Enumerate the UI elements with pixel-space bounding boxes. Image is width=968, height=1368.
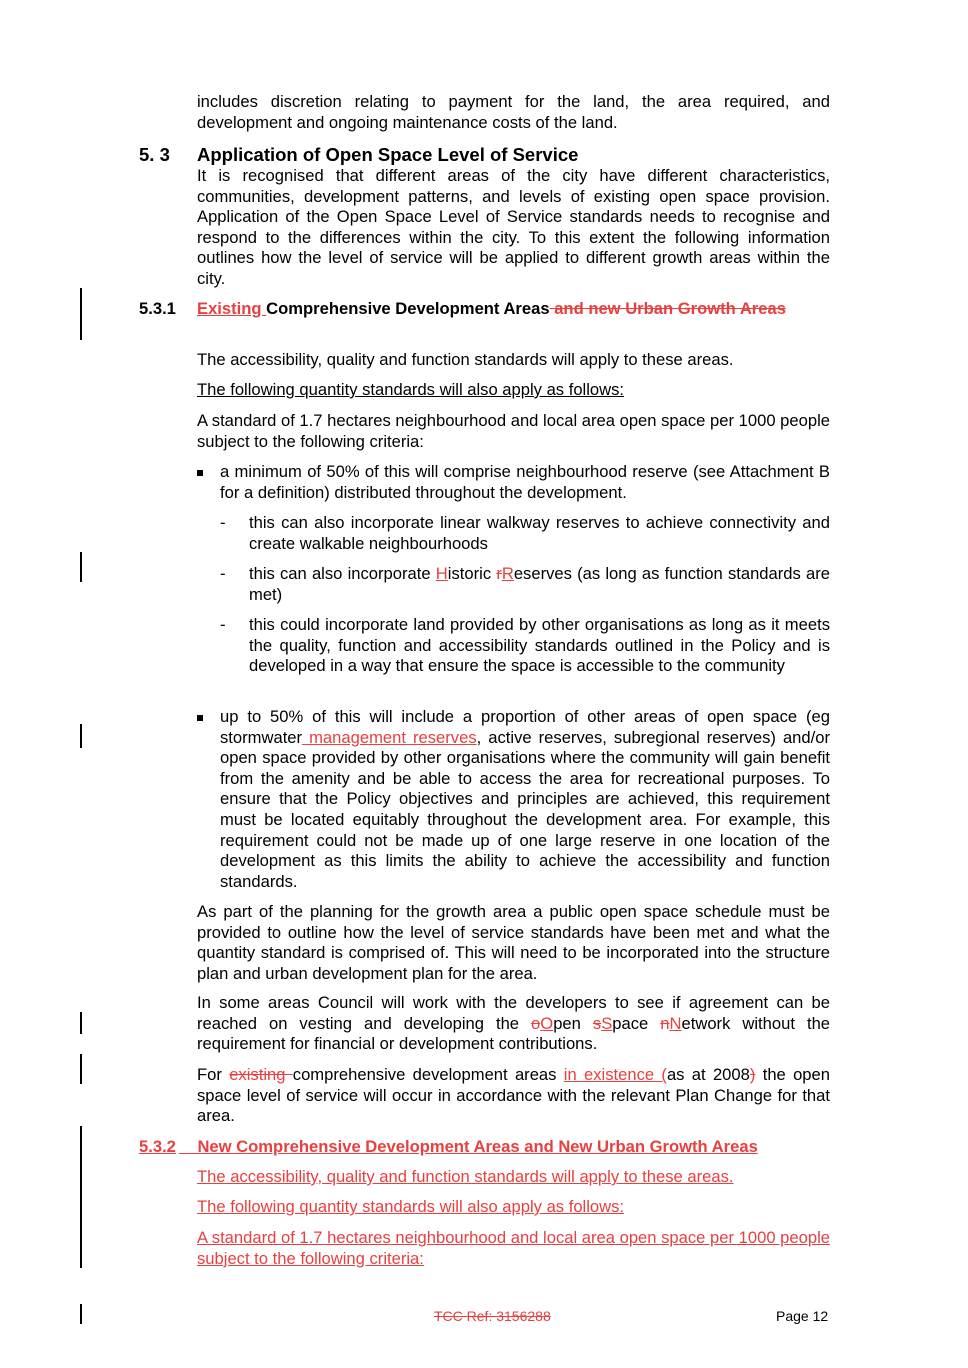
text: the open space level of service will occur in accordance with the relevant Plan Change for that area. xyxy=(197,1065,830,1126)
section-title: Application of Open Space Level of Service xyxy=(197,144,579,165)
paragraph: As part of the planning for the growth area a public open space schedule must be provided to outline how the level of service standards have been met and what the quantity standard is comprised of. This will need to be incorporated into the structure plan and urban development plan for the area. xyxy=(197,902,830,983)
footer-reference: TCC Ref: 3156288 xyxy=(434,1308,551,1324)
insert: S xyxy=(601,1013,613,1033)
deletion: existing xyxy=(229,1065,293,1084)
dash-marker: - xyxy=(220,513,226,532)
paragraph: The following quantity standards will also apply as follows: xyxy=(197,1197,625,1216)
subsection-title xyxy=(197,299,830,320)
text: eserves (as long as function standards are met) xyxy=(249,564,830,604)
text: For xyxy=(197,1065,230,1084)
title-text: New Comprehensive Development Areas and New Urban Growth Areas xyxy=(197,1137,758,1156)
paragraph: The accessibility, quality and function standards will apply to these areas. xyxy=(197,1167,734,1186)
text: In some areas Council will work with the developers to see if agreement can be reached on vesting and developing the xyxy=(197,993,830,1033)
change-bar xyxy=(80,288,82,340)
paragraph: A standard of 1.7 hectares neighbourhood and local area open space per 1000 people subject to the following criteria: xyxy=(197,1228,830,1268)
bullet-icon xyxy=(197,462,205,483)
change-bar xyxy=(80,1012,82,1034)
bullet-icon xyxy=(197,707,205,728)
dash-item: this can also incorporate linear walkway reserves to achieve connectivity and create walkable neighbourhoods xyxy=(249,513,830,553)
deletion: r xyxy=(496,564,502,583)
insert: in existence ( xyxy=(563,1065,667,1084)
insert: O xyxy=(540,1013,554,1033)
change-bar xyxy=(80,1304,82,1324)
title-insert: Existing xyxy=(197,299,267,318)
text: comprehensive development areas xyxy=(292,1065,564,1084)
text: as at 2008 xyxy=(666,1065,750,1084)
change-bar xyxy=(80,1054,82,1084)
change-bar xyxy=(80,724,82,748)
text: this can also incorporate xyxy=(249,564,436,583)
insert: management reserves xyxy=(302,727,477,747)
insert: R xyxy=(501,564,514,583)
paragraph xyxy=(197,1065,830,1127)
text: pen xyxy=(553,1013,593,1033)
dash-item xyxy=(249,564,830,605)
bullet-item: a minimum of 50% of this will comprise neighbourhood reserve (see Attachment B for a definition) distributed throughout the development. xyxy=(220,462,830,502)
dash-item: this could incorporate land provided by other organisations as long as it meets the quality, function and accessibility standards outlined in the Policy and is developed in a way that ensure the space is accessible to the community xyxy=(249,615,830,676)
page-number: Page 12 xyxy=(776,1308,829,1324)
paragraph: A standard of 1.7 hectares neighbourhood and local area open space per 1000 people subject to the following criteria: xyxy=(197,411,830,451)
subsection-number: 5.3.2 xyxy=(139,1137,176,1156)
text: pace xyxy=(612,1013,661,1033)
insert: N xyxy=(669,1013,682,1033)
change-bar xyxy=(80,1126,82,1268)
subsection-number: 5.3.1 xyxy=(139,299,176,318)
change-bar xyxy=(80,552,82,582)
paragraph: The following quantity standards will also apply as follows: xyxy=(197,380,625,399)
subsection-title xyxy=(179,1137,830,1158)
deletion: ) xyxy=(749,1065,756,1084)
dash-marker: - xyxy=(220,564,226,583)
paragraph: The accessibility, quality and function standards will apply to these areas. xyxy=(197,350,734,369)
section-body: It is recognised that different areas of the city have different characteristics, communities, development patterns, and levels of existing open space provision. Application of the Open Space Level of Service standards needs to recognise and respond to the differences within the city. To this extent the following information outlines how the level of service will be applied to different growth areas within the city. xyxy=(197,166,830,288)
text: up to 50% of this will include a proportion of other areas of open space (eg stormwater xyxy=(220,707,830,747)
title-text: Comprehensive Development Areas xyxy=(266,299,550,318)
bullet-item xyxy=(220,707,830,892)
deletion: s xyxy=(592,1013,602,1033)
dash-marker: - xyxy=(220,615,226,634)
deletion: n xyxy=(660,1013,670,1033)
text: istoric xyxy=(447,564,497,583)
paragraph xyxy=(197,993,830,1055)
title-gap xyxy=(179,1137,197,1156)
section-number: 5. 3 xyxy=(139,144,170,165)
intro-paragraph: includes discretion relating to payment for the land, the area required, and development and ongoing maintenance costs of the land. xyxy=(197,92,830,132)
title-deletion: and new Urban Growth Areas xyxy=(549,299,786,318)
text: , active reserves, subregional reserves) and/or open space provided by other organisations where the community will gain benefit from the amenity and be able to access the area for recreational purposes. To ensure that the Policy objectives and principles are achieved, this requirement must be located equitably throughout the development area. For example, this requirement could not be made up of one large reserve in one location of the development as this limits the ability to achieve the accessibility and function standards. xyxy=(220,727,830,891)
insert: H xyxy=(435,564,448,583)
deletion: o xyxy=(531,1013,541,1033)
text: etwork without the requirement for financial or development contributions. xyxy=(197,1013,831,1054)
